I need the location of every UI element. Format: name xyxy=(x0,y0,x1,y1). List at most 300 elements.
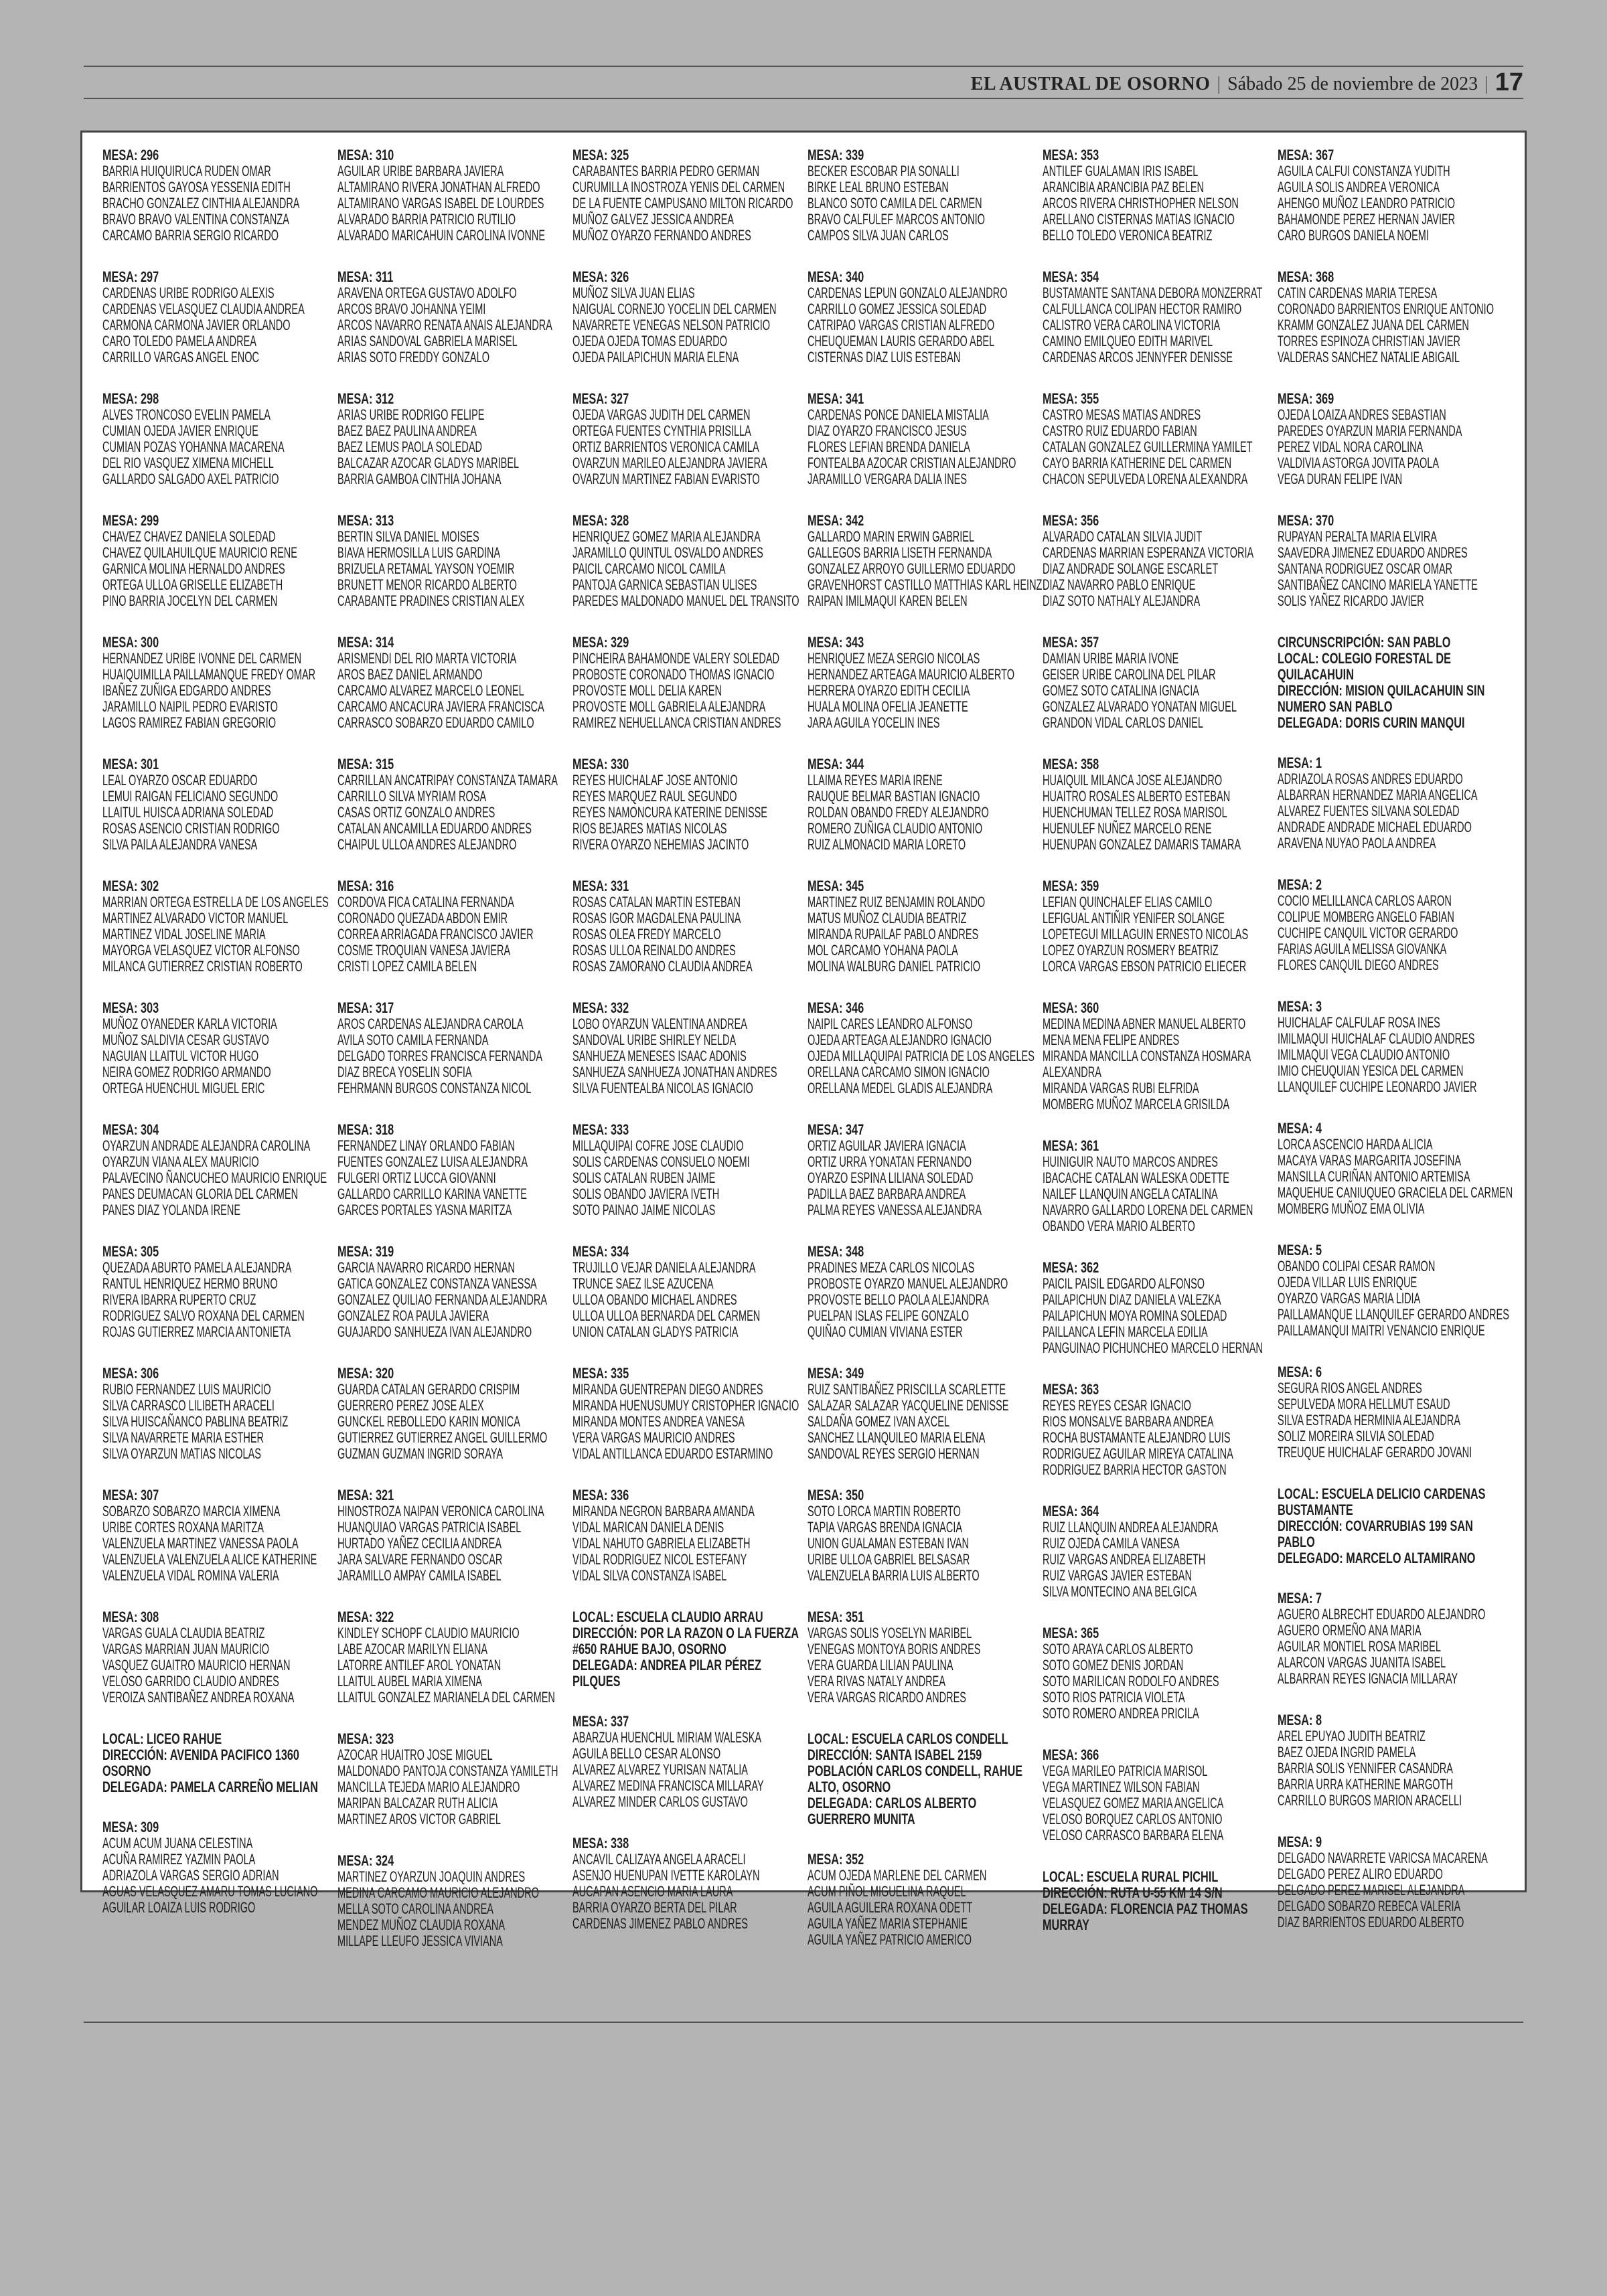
vocal-name: HUENULEF NUÑEZ MARCELO RENE xyxy=(1043,820,1212,837)
vocal-name: JARA AGUILA YOCELIN INES xyxy=(808,714,940,731)
location-header-line: LOCAL: ESCUELA CARLOS CONDELL xyxy=(808,1730,1008,1747)
column-5 xyxy=(1043,147,1278,1933)
mesa-block xyxy=(1278,1712,1506,1809)
vocal-name: ALVARADO BARRIA PATRICIO RUTILIO xyxy=(337,211,516,228)
vocal-name: CUMIAN OJEDA JAVIER ENRIQUE xyxy=(102,422,258,439)
vocal-name: NAGUIAN LLAITUL VICTOR HUGO xyxy=(102,1048,259,1064)
vocal-name: BUSTAMANTE SANTANA DEBORA MONZERRAT xyxy=(1043,284,1263,301)
vocal-name: RUIZ ALMONACID MARIA LORETO xyxy=(808,836,966,853)
mesa-block xyxy=(808,1609,1036,1706)
location-header-line: DIRECCIÓN: SANTA ISABEL 2159 POBLACIÓN CARLOS CONDELL, RAHUE ALTO, OSORNO xyxy=(808,1746,1023,1795)
vocal-name: GONZALEZ ROA PAULA JAVIERA xyxy=(337,1307,489,1324)
vocal-name: RIOS MONSALVE BARBARA ANDREA xyxy=(1043,1413,1214,1430)
mesa-label: MESA: 322 xyxy=(337,1609,394,1625)
mesa-label: MESA: 307 xyxy=(102,1487,159,1503)
vocal-name: AGUILA YAÑEZ PATRICIO AMERICO xyxy=(808,1931,972,1948)
vocal-name: COSME TROQUIAN VANESA JAVIERA xyxy=(337,942,511,959)
mesa-label: MESA: 338 xyxy=(572,1835,629,1852)
vocal-name: ROJAS GUTIERREZ MARCIA ANTONIETA xyxy=(102,1323,291,1340)
mesa-label: MESA: 315 xyxy=(337,756,394,772)
mesa-block xyxy=(1278,1590,1506,1687)
vocal-name: BERTIN SILVA DANIEL MOISES xyxy=(337,528,479,545)
vocal-name: RUIZ LLANQUIN ANDREA ALEJANDRA xyxy=(1043,1519,1219,1536)
vocal-name: VEROIZA SANTIBAÑEZ ANDREA ROXANA xyxy=(102,1689,295,1706)
mesa-label: MESA: 352 xyxy=(808,1851,864,1868)
mesa-block xyxy=(808,147,1036,244)
mesa-label: MESA: 296 xyxy=(102,147,159,163)
vocal-name: ACUM ACUM JUANA CELESTINA xyxy=(102,1835,253,1852)
vocal-name: FLORES CANQUIL DIEGO ANDRES xyxy=(1278,957,1439,973)
location-header-line: DELEGADA: ANDREA PILAR PÉREZ PILQUES xyxy=(572,1657,761,1690)
vocal-name: MILANCA GUTIERREZ CRISTIAN ROBERTO xyxy=(102,958,303,975)
vocal-name: QUIÑAO CUMIAN VIVIANA ESTER xyxy=(808,1323,963,1340)
mesa-block xyxy=(572,1487,801,1584)
vocal-name: VEGA MARILEO PATRICIA MARISOL xyxy=(1043,1762,1208,1779)
vocal-name: FULGERI ORTIZ LUCCA GIOVANNI xyxy=(337,1169,496,1186)
vocal-name: VELASQUEZ GOMEZ MARIA ANGELICA xyxy=(1043,1795,1224,1811)
vocal-name: BARRIA SOLIS YENNIFER CASANDRA xyxy=(1278,1760,1453,1777)
vocal-name: OJEDA ARTEAGA ALEJANDRO IGNACIO xyxy=(808,1032,992,1048)
vocal-name: MIRANDA GUENTREPAN DIEGO ANDRES xyxy=(572,1381,763,1398)
location-header-line: DIRECCIÓN: RUTA U-55 KM 14 S/N xyxy=(1043,1884,1223,1901)
vocal-name: ALARCON VARGAS JUANITA ISABEL xyxy=(1278,1654,1446,1671)
mesa-label: MESA: 328 xyxy=(572,512,629,529)
vocal-name: SANDOVAL REYES SERGIO HERNAN xyxy=(808,1445,980,1462)
vocal-name: ALTAMIRANO RIVERA JONATHAN ALFREDO xyxy=(337,179,540,195)
vocal-name: GONZALEZ ARROYO GUILLERMO EDUARDO xyxy=(808,560,1016,577)
vocal-name: PROVOSTE BELLO PAOLA ALEJANDRA xyxy=(808,1291,989,1308)
vocal-name: RUIZ VARGAS JAVIER ESTEBAN xyxy=(1043,1567,1192,1584)
vocal-name: MARTINEZ RUIZ BENJAMIN ROLANDO xyxy=(808,894,986,910)
vocal-name: ARCOS BRAVO JOHANNA YEIMI xyxy=(337,301,486,317)
vocal-name: SILVA CARRASCO LILIBETH ARACELI xyxy=(102,1397,275,1414)
vocal-name: LLAIMA REYES MARIA IRENE xyxy=(808,772,943,789)
mesa-block xyxy=(102,269,331,365)
vocal-name: PAICIL PAISIL EDGARDO ALFONSO xyxy=(1043,1275,1205,1292)
location-header-line: DELEGADO: MARCELO ALTAMIRANO xyxy=(1278,1550,1476,1566)
vocal-name: DAMIAN URIBE MARIA IVONE xyxy=(1043,650,1179,667)
vocal-name: LLAITUL HUISCA ADRIANA SOLEDAD xyxy=(102,804,274,821)
vocal-name: GEISER URIBE CAROLINA DEL PILAR xyxy=(1043,666,1216,683)
vocal-name: RIVERA OYARZO NEHEMIAS JACINTO xyxy=(572,836,749,853)
vocal-name: CASTRO RUIZ EDUARDO FABIAN xyxy=(1043,422,1197,439)
vocal-name: CORREA ARRIAGADA FRANCISCO JAVIER xyxy=(337,926,534,942)
vocal-name: RODRIGUEZ BARRIA HECTOR GASTON xyxy=(1043,1461,1227,1478)
mesa-block xyxy=(572,1122,801,1218)
vocal-name: VELOSO GARRIDO CLAUDIO ANDRES xyxy=(102,1673,279,1690)
vocal-name: MEDINA CARCAMO MAURICIO ALEJANDRO xyxy=(337,1884,539,1901)
vocal-name: HUINIGUIR NAUTO MARCOS ANDRES xyxy=(1043,1153,1218,1170)
publication-date: Sábado 25 de noviembre de 2023 xyxy=(1227,74,1478,94)
vocal-name: KRAMM GONZALEZ JUANA DEL CARMEN xyxy=(1278,317,1469,333)
vocal-name: BAEZ BAEZ PAULINA ANDREA xyxy=(337,422,477,439)
vocal-name: DELGADO NAVARRETE VARICSA MACARENA xyxy=(1278,1850,1488,1866)
mesa-label: MESA: 301 xyxy=(102,756,159,772)
vocal-name: MANCILLA TEJEDA MARIO ALEJANDRO xyxy=(337,1779,520,1795)
vocal-name: AROS BAEZ DANIEL ARMANDO xyxy=(337,666,483,683)
vocal-name: HERNANDEZ ARTEAGA MAURICIO ALBERTO xyxy=(808,666,1015,683)
mesa-label: MESA: 354 xyxy=(1043,268,1099,285)
vocal-name: TRUNCE SAEZ ILSE AZUCENA xyxy=(572,1275,714,1292)
vocal-name: DEL RIO VASQUEZ XIMENA MICHELL xyxy=(102,455,274,471)
vocal-name: ALVARADO MARICAHUIN CAROLINA IVONNE xyxy=(337,227,546,244)
vocal-name: SOLIS CATALAN RUBEN JAIME xyxy=(572,1169,716,1186)
mesa-label: MESA: 297 xyxy=(102,268,159,285)
vocal-name: MAYORGA VELASQUEZ VICTOR ALFONSO xyxy=(102,942,300,959)
mesa-block xyxy=(102,635,331,731)
vocal-name: ARANCIBIA ARANCIBIA PAZ BELEN xyxy=(1043,179,1205,195)
mesa-label: MESA: 339 xyxy=(808,147,864,163)
vocal-name: ROLDAN OBANDO FREDY ALEJANDRO xyxy=(808,804,989,821)
vocal-name: HERNANDEZ URIBE IVONNE DEL CARMEN xyxy=(102,650,302,667)
vocal-name: HUALA MOLINA OFELIA JEANETTE xyxy=(808,698,968,715)
vocal-name: PROBOSTE OYARZO MANUEL ALEJANDRO xyxy=(808,1275,1008,1292)
mesa-label: MESA: 306 xyxy=(102,1365,159,1382)
column-2 xyxy=(337,147,572,1949)
location-header xyxy=(808,1731,1036,1827)
vocal-name: SANHUEZA MENESES ISAAC ADONIS xyxy=(572,1048,747,1064)
location-header-line: DIRECCIÓN: POR LA RAZON O LA FUERZA #650 RAHUE BAJO, OSORNO xyxy=(572,1625,799,1657)
vocal-name: BLANCO SOTO CAMILA DEL CARMEN xyxy=(808,195,982,212)
vocal-name: HINOSTROZA NAIPAN VERONICA CAROLINA xyxy=(337,1503,544,1520)
vocal-name: VELOSO CARRASCO BARBARA ELENA xyxy=(1043,1827,1224,1843)
location-header-line: LOCAL: ESCUELA RURAL PICHIL xyxy=(1043,1868,1219,1885)
vocal-name: CALISTRO VERA CAROLINA VICTORIA xyxy=(1043,317,1221,333)
column-1 xyxy=(102,147,337,1916)
vocal-name: GONZALEZ ALVARADO YONATAN MIGUEL xyxy=(1043,698,1237,715)
vocal-name: ARELLANO CISTERNAS MATIAS IGNACIO xyxy=(1043,211,1235,228)
vocal-name: BARRIA URRA KATHERINE MARGOTH xyxy=(1278,1776,1453,1793)
vocal-name: OYARZUN VIANA ALEX MAURICIO xyxy=(102,1153,259,1170)
vocal-name: GALLARDO CARRILLO KARINA VANETTE xyxy=(337,1185,527,1202)
vocal-name: IBAÑEZ ZUÑIGA EDGARDO ANDRES xyxy=(102,682,271,699)
mesa-label: MESA: 351 xyxy=(808,1609,864,1625)
vocal-name: GARCIA NAVARRO RICARDO HERNAN xyxy=(337,1259,515,1276)
vocal-name: BRAVO BRAVO VALENTINA CONSTANZA xyxy=(102,211,289,228)
vocal-name: OBANDO COLIPAI CESAR RAMON xyxy=(1278,1258,1436,1275)
vocal-name: NEIRA GOMEZ RODRIGO ARMANDO xyxy=(102,1064,271,1080)
vocal-name: PAILLAMANQUI MAITRI VENANCIO ENRIQUE xyxy=(1278,1322,1485,1339)
vocal-name: PROVOSTE MOLL GABRIELA ALEJANDRA xyxy=(572,698,766,715)
vocal-name: BARRIA GAMBOA CINTHIA JOHANA xyxy=(337,471,502,487)
vocal-name: VENEGAS MONTOYA BORIS ANDRES xyxy=(808,1641,981,1657)
vocal-name: ARAVENA ORTEGA GUSTAVO ADOLFO xyxy=(337,284,517,301)
vocal-name: BAEZ LEMUS PAOLA SOLEDAD xyxy=(337,438,482,455)
mesa-block xyxy=(1278,147,1506,244)
vocal-name: SOLIZ MOREIRA SILVIA SOLEDAD xyxy=(1278,1428,1434,1445)
mesa-block xyxy=(572,1000,801,1096)
vocal-name: ALEXANDRA xyxy=(1043,1064,1101,1080)
vocal-name: MARTINEZ OYARZUN JOAQUIN ANDRES xyxy=(337,1868,526,1885)
location-header-line: LOCAL: COLEGIO FORESTAL DE QUILACAHUIN xyxy=(1278,650,1451,683)
column-3 xyxy=(572,147,808,1932)
vocal-name: AGUAS VELASQUEZ AMARU TOMAS LUCIANO xyxy=(102,1883,318,1900)
mesa-block xyxy=(1043,635,1271,731)
vocal-name: OYARZO ESPINA LILIANA SOLEDAD xyxy=(808,1169,974,1186)
mesa-block xyxy=(102,391,331,487)
vocal-name: LABE AZOCAR MARILYN ELIANA xyxy=(337,1641,488,1657)
vocal-name: MIRANDA HUENUSUMUY CRISTOPHER IGNACIO xyxy=(572,1397,799,1414)
vocal-name: CHEUQUEMAN LAURIS GERARDO ABEL xyxy=(808,333,995,349)
mesa-block xyxy=(808,1122,1036,1218)
vocal-name: LEAL OYARZO OSCAR EDUARDO xyxy=(102,772,258,789)
vocal-name: CARABANTE PRADINES CRISTIAN ALEX xyxy=(337,592,525,609)
vocal-name: IMILMAQUI VEGA CLAUDIO ANTONIO xyxy=(1278,1046,1450,1063)
mesa-label: MESA: 367 xyxy=(1278,147,1334,163)
mesa-label: MESA: 316 xyxy=(337,878,394,894)
vocal-name: CARRILLO VARGAS ANGEL ENOC xyxy=(102,349,260,365)
vocal-name: ULLOA OBANDO MICHAEL ANDRES xyxy=(572,1291,737,1308)
mesa-block xyxy=(1043,1747,1271,1843)
mesa-block xyxy=(102,878,331,975)
vocal-name: ALVAREZ ALVAREZ YURISAN NATALIA xyxy=(572,1761,748,1778)
mesa-label: MESA: 341 xyxy=(808,390,864,407)
mesa-block xyxy=(1278,1120,1513,1217)
mesa-block xyxy=(337,269,566,365)
mesa-label: MESA: 333 xyxy=(572,1121,629,1138)
vocal-name: CARRILLAN ANCATRIPAY CONSTANZA TAMARA xyxy=(337,772,558,789)
mesa-label: MESA: 366 xyxy=(1043,1746,1099,1763)
vocal-name: OJEDA VILLAR LUIS ENRIQUE xyxy=(1278,1274,1418,1291)
mesa-label: MESA: 4 xyxy=(1278,1120,1322,1137)
vocal-name: SANTANA RODRIGUEZ OSCAR OMAR xyxy=(1278,560,1453,577)
vocal-name: CATALAN GONZALEZ GUILLERMINA YAMILET xyxy=(1043,438,1253,455)
vocal-name: SOBARZO SOBARZO MARCIA XIMENA xyxy=(102,1503,281,1520)
vocal-name: CISTERNAS DIAZ LUIS ESTEBAN xyxy=(808,349,961,365)
vocal-name: GOMEZ SOTO CATALINA IGNACIA xyxy=(1043,682,1199,699)
mesa-label: MESA: 330 xyxy=(572,756,629,772)
vocal-name: AZOCAR HUAITRO JOSE MIGUEL xyxy=(337,1746,493,1763)
vocal-name: DIAZ ANDRADE SOLANGE ESCARLET xyxy=(1043,560,1219,577)
page-header xyxy=(84,66,1523,95)
vocal-name: SEPULVEDA MORA HELLMUT ESAUD xyxy=(1278,1396,1450,1412)
vocal-name: RUIZ SANTIBAÑEZ PRISCILLA SCARLETTE xyxy=(808,1381,1006,1398)
vocal-name: DELGADO PEREZ ALIRO EDUARDO xyxy=(1278,1866,1443,1882)
vocal-name: SANDOVAL URIBE SHIRLEY NELDA xyxy=(572,1032,737,1048)
vocal-name: MARTINEZ VIDAL JOSELINE MARIA xyxy=(102,926,266,942)
polling-table-list xyxy=(80,131,1527,1949)
vocal-name: DIAZ NAVARRO PABLO ENRIQUE xyxy=(1043,576,1196,593)
vocal-name: MUÑOZ SILVA JUAN ELIAS xyxy=(572,284,695,301)
vocal-name: QUEZADA ABURTO PAMELA ALEJANDRA xyxy=(102,1259,292,1276)
mesa-label: MESA: 356 xyxy=(1043,512,1099,529)
mesa-block xyxy=(337,513,566,609)
vocal-name: PAREDES MALDONADO MANUEL DEL TRANSITO xyxy=(572,592,799,609)
vocal-name: CARO TOLEDO PAMELA ANDREA xyxy=(102,333,256,349)
vocal-name: VERA VARGAS RICARDO ANDRES xyxy=(808,1689,966,1706)
vocal-name: LLAITUL GONZALEZ MARIANELA DEL CARMEN xyxy=(337,1689,555,1706)
vocal-name: SOTO ROMERO ANDREA PRICILA xyxy=(1043,1705,1199,1722)
vocal-name: GUARDA CATALAN GERARDO CRISPIM xyxy=(337,1381,520,1398)
vocal-name: CARDENAS ARCOS JENNYFER DENISSE xyxy=(1043,349,1233,365)
vocal-name: VIDAL SILVA CONSTANZA ISABEL xyxy=(572,1567,727,1584)
vocal-name: SILVA HUISCAÑANCO PABLINA BEATRIZ xyxy=(102,1413,289,1430)
vocal-name: PINO BARRIA JOCELYN DEL CARMEN xyxy=(102,592,278,609)
vocal-name: CALFULLANCA COLIPAN HECTOR RAMIRO xyxy=(1043,301,1242,317)
vocal-name: SILVA NAVARRETE MARIA ESTHER xyxy=(102,1429,264,1446)
mesa-label: MESA: 298 xyxy=(102,390,159,407)
mesa-label: MESA: 321 xyxy=(337,1487,394,1503)
vocal-name: AGUILA BELLO CESAR ALONSO xyxy=(572,1745,721,1762)
vocal-name: SILVA MONTECINO ANA BELGICA xyxy=(1043,1583,1197,1600)
mesa-block xyxy=(1043,269,1271,365)
mesa-block xyxy=(808,269,1036,365)
vocal-name: GRAVENHORST CASTILLO MATTHIAS KARL HEINZ xyxy=(808,576,1043,593)
vocal-name: ANDRADE ANDRADE MICHAEL EDUARDO xyxy=(1278,819,1472,835)
vocal-name: REYES REYES CESAR IGNACIO xyxy=(1043,1397,1191,1414)
mesa-block xyxy=(337,1487,566,1584)
vocal-name: PANTOJA GARNICA SEBASTIAN ULISES xyxy=(572,576,757,593)
vocal-name: PRADINES MEZA CARLOS NICOLAS xyxy=(808,1259,975,1276)
mesa-block xyxy=(337,1731,566,1827)
vocal-name: BARRIA HUIQUIRUCA RUDEN OMAR xyxy=(102,163,271,179)
vocal-name: ROCHA BUSTAMANTE ALEJANDRO LUIS xyxy=(1043,1429,1231,1446)
mesa-label: MESA: 360 xyxy=(1043,999,1099,1016)
vocal-name: DIAZ BARRIENTOS EDUARDO ALBERTO xyxy=(1278,1914,1464,1931)
vocal-name: UNION CATALAN GLADYS PATRICIA xyxy=(572,1323,739,1340)
vocal-name: HUENCHUMAN TELLEZ ROSA MARISOL xyxy=(1043,804,1227,821)
vocal-name: DIAZ OYARZO FRANCISCO JESUS xyxy=(808,422,967,439)
vocal-name: VALENZUELA VIDAL ROMINA VALERIA xyxy=(102,1567,279,1584)
header-rule xyxy=(84,98,1523,99)
vocal-name: OJEDA VARGAS JUDITH DEL CARMEN xyxy=(572,406,751,423)
mesa-label: MESA: 359 xyxy=(1043,878,1099,894)
vocal-name: SOLIS OBANDO JAVIERA IVETH xyxy=(572,1185,720,1202)
vocal-name: RODRIGUEZ SALVO ROXANA DEL CARMEN xyxy=(102,1307,305,1324)
vocal-name: MARIPAN BALCAZAR RUTH ALICIA xyxy=(337,1795,498,1811)
vocal-name: HENRIQUEZ GOMEZ MARIA ALEJANDRA xyxy=(572,528,761,545)
vocal-name: LOPETEGUI MILLAGUIN ERNESTO NICOLAS xyxy=(1043,926,1249,942)
mesa-block xyxy=(1278,513,1506,609)
vocal-name: PAREDES OYARZUN MARIA FERNANDA xyxy=(1278,422,1462,439)
vocal-name: DE LA FUENTE CAMPUSANO MILTON RICARDO xyxy=(572,195,793,212)
vocal-name: MOMBERG MUÑOZ EMA OLIVIA xyxy=(1278,1200,1425,1217)
mesa-label: MESA: 369 xyxy=(1278,390,1334,407)
vocal-name: PANES DEUMACAN GLORIA DEL CARMEN xyxy=(102,1185,299,1202)
vocal-name: VARGAS MARRIAN JUAN MAURICIO xyxy=(102,1641,270,1657)
vocal-name: PEREZ VIDAL NORA CAROLINA xyxy=(1278,438,1424,455)
vocal-name: VIDAL NAHUTO GABRIELA ELIZABETH xyxy=(572,1535,751,1552)
vocal-name: CARRASCO SOBARZO EDUARDO CAMILO xyxy=(337,714,534,731)
vocal-name: CARDENAS URIBE RODRIGO ALEXIS xyxy=(102,284,275,301)
vocal-name: MUÑOZ OYARZO FERNANDO ANDRES xyxy=(572,227,751,244)
mesa-label: MESA: 304 xyxy=(102,1121,159,1138)
vocal-name: PAILAPICHUN MOYA ROMINA SOLEDAD xyxy=(1043,1307,1227,1324)
vocal-name: SANTIBAÑEZ CANCINO MARIELA YANETTE xyxy=(1278,576,1478,593)
vocal-name: FARIAS AGUILA MELISSA GIOVANKA xyxy=(1278,940,1447,957)
vocal-name: NAVARRO GALLARDO LORENA DEL CARMEN xyxy=(1043,1202,1253,1218)
vocal-name: AUCAPAN ASENCIO MARIA LAURA xyxy=(572,1883,733,1900)
vocal-name: KINDLEY SCHOPF CLAUDIO MAURICIO xyxy=(337,1625,520,1641)
vocal-name: JARAMILLO NAIPIL PEDRO EVARISTO xyxy=(102,698,278,715)
vocal-name: LOPEZ OYARZUN ROSMERY BEATRIZ xyxy=(1043,942,1219,959)
vocal-name: VALENZUELA MARTINEZ VANESSA PAOLA xyxy=(102,1535,299,1552)
vocal-name: CORONADO BARRIENTOS ENRIQUE ANTONIO xyxy=(1278,301,1494,317)
mesa-label: MESA: 310 xyxy=(337,147,394,163)
mesa-block xyxy=(337,147,566,244)
mesa-block xyxy=(572,1366,801,1462)
vocal-name: RANTUL HENRIQUEZ HERMO BRUNO xyxy=(102,1275,278,1292)
vocal-name: ALVAREZ MINDER CARLOS GUSTAVO xyxy=(572,1793,748,1810)
vocal-name: JARA SALVARE FERNANDO OSCAR xyxy=(337,1551,503,1568)
vocal-name: ALVES TRONCOSO EVELIN PAMELA xyxy=(102,406,271,423)
vocal-name: ANTILEF GUALAMAN IRIS ISABEL xyxy=(1043,163,1199,179)
vocal-name: FLORES LEFIAN BRENDA DANIELA xyxy=(808,438,970,455)
vocal-name: OVARZUN MARTINEZ FABIAN EVARISTO xyxy=(572,471,760,487)
vocal-name: LORCA VARGAS EBSON PATRICIO ELIECER xyxy=(1043,958,1247,975)
page-number: 17 xyxy=(1495,68,1523,96)
vocal-name: ORELLANA CARCAMO SIMON IGNACIO xyxy=(808,1064,990,1080)
vocal-name: NAIGUAL CORNEJO YOCELIN DEL CARMEN xyxy=(572,301,777,317)
mesa-block xyxy=(1278,269,1506,365)
mesa-block xyxy=(1043,878,1271,975)
mesa-label: MESA: 317 xyxy=(337,999,394,1016)
vocal-name: SOTO LORCA MARTIN ROBERTO xyxy=(808,1503,961,1520)
mesa-label: MESA: 334 xyxy=(572,1243,629,1260)
vocal-name: VERA VARGAS MAURICIO ANDRES xyxy=(572,1429,735,1446)
vocal-name: FERNANDEZ LINAY ORLANDO FABIAN xyxy=(337,1137,515,1154)
vocal-name: ORTEGA FUENTES CYNTHIA PRISILLA xyxy=(572,422,751,439)
vocal-name: ULLOA ULLOA BERNARDA DEL CARMEN xyxy=(572,1307,761,1324)
vocal-name: ALBARRAN HERNANDEZ MARIA ANGELICA xyxy=(1278,787,1478,803)
vocal-name: CATIN CARDENAS MARIA TERESA xyxy=(1278,284,1438,301)
vocal-name: PROVOSTE MOLL DELIA KAREN xyxy=(572,682,722,699)
vocal-name: NAIPIL CARES LEANDRO ALFONSO xyxy=(808,1015,973,1032)
vocal-name: BIAVA HERMOSILLA LUIS GARDINA xyxy=(337,544,501,561)
mesa-block xyxy=(337,1853,566,1949)
vocal-name: ARAVENA NUYAO PAOLA ANDREA xyxy=(1278,835,1436,851)
vocal-name: CARCAMO BARRIA SERGIO RICARDO xyxy=(102,227,279,244)
vocal-name: ARISMENDI DEL RIO MARTA VICTORIA xyxy=(337,650,517,667)
mesa-label: MESA: 336 xyxy=(572,1487,629,1503)
vocal-name: PAICIL CARCAMO NICOL CAMILA xyxy=(572,560,726,577)
mesa-label: MESA: 3 xyxy=(1278,998,1322,1015)
mesa-label: MESA: 300 xyxy=(102,634,159,651)
vocal-name: RUPAYAN PERALTA MARIA ELVIRA xyxy=(1278,528,1438,545)
vocal-name: REYES NAMONCURA KATERINE DENISSE xyxy=(572,804,767,821)
vocal-name: VARGAS SOLIS YOSELYN MARIBEL xyxy=(808,1625,972,1641)
vocal-name: GATICA GONZALEZ CONSTANZA VANESSA xyxy=(337,1275,537,1292)
vocal-name: PAILLAMANQUE LLANQUILEF GERARDO ANDRES xyxy=(1278,1306,1509,1323)
vocal-name: CARABANTES BARRIA PEDRO GERMAN xyxy=(572,163,760,179)
vocal-name: MOL CARCAMO YOHANA PAOLA xyxy=(808,942,958,959)
mesa-label: MESA: 347 xyxy=(808,1121,864,1138)
vocal-name: BRIZUELA RETAMAL YAYSON YOEMIR xyxy=(337,560,515,577)
vocal-name: MILLAQUIPAI COFRE JOSE CLAUDIO xyxy=(572,1137,744,1154)
location-header xyxy=(572,1609,801,1690)
vocal-name: DELGADO PEREZ MARISEL ALEJANDRA xyxy=(1278,1882,1465,1898)
vocal-name: SOLIS CARDENAS CONSUELO NOEMI xyxy=(572,1153,750,1170)
location-header xyxy=(1043,1869,1271,1933)
vocal-name: VEGA DURAN FELIPE IVAN xyxy=(1278,471,1403,487)
location-header-line: LOCAL: LICEO RAHUE xyxy=(102,1730,222,1747)
mesa-block xyxy=(102,513,331,609)
mesa-block xyxy=(572,635,801,731)
vocal-name: CARDENAS VELASQUEZ CLAUDIA ANDREA xyxy=(102,301,305,317)
vocal-name: ADRIAZOLA ROSAS ANDRES EDUARDO xyxy=(1278,770,1463,787)
vocal-name: LORCA ASCENCIO HARDA ALICIA xyxy=(1278,1136,1433,1153)
vocal-name: HENRIQUEZ MEZA SERGIO NICOLAS xyxy=(808,650,980,667)
vocal-name: DIAZ SOTO NATHALY ALEJANDRA xyxy=(1043,592,1201,609)
vocal-name: AGUILAR MONTIEL ROSA MARIBEL xyxy=(1278,1638,1441,1655)
vocal-name: VALENZUELA VALENZUELA ALICE KATHERINE xyxy=(102,1551,317,1568)
vocal-name: CARDENAS LEPUN GONZALO ALEJANDRO xyxy=(808,284,1008,301)
mesa-block xyxy=(808,1487,1036,1584)
vocal-name: SALAZAR SALAZAR YACQUELINE DENISSE xyxy=(808,1397,1009,1414)
mesa-block xyxy=(808,635,1036,731)
vocal-name: PALAVECINO ÑANCUCHEO MAURICIO ENRIQUE xyxy=(102,1169,327,1186)
mesa-block xyxy=(102,1609,331,1706)
